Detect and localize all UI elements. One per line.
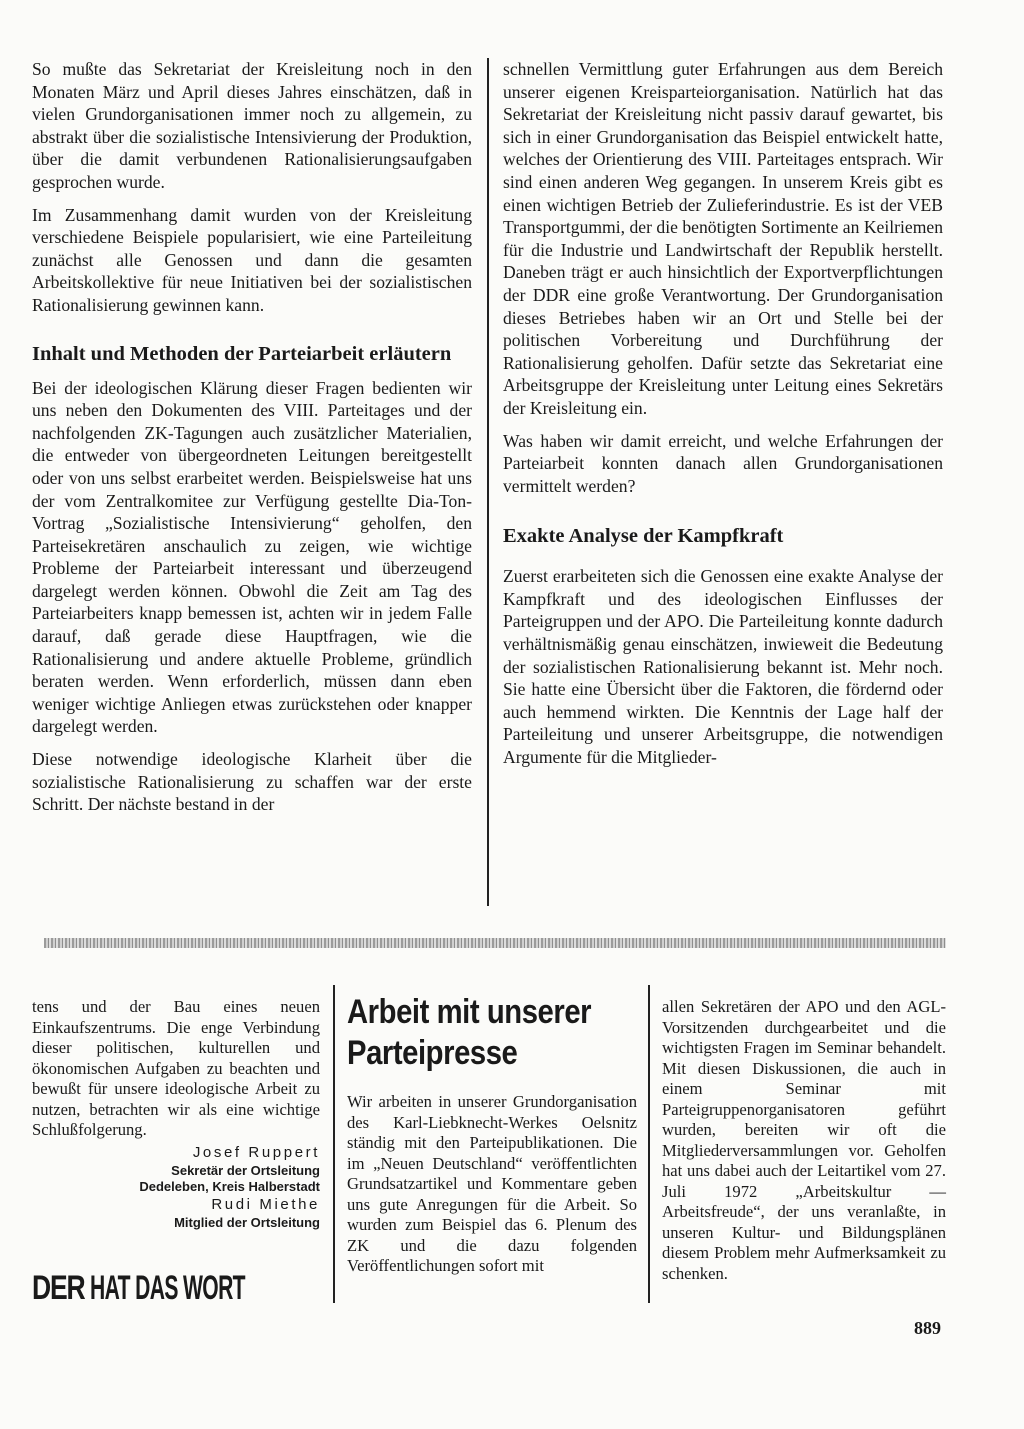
signature-block xyxy=(32,1143,320,1231)
left-column xyxy=(32,58,472,826)
bottom-right-column xyxy=(662,997,946,1284)
logo-hat-das-wort: HAT DAS WORT xyxy=(90,1268,245,1307)
der-leser-hat-das-wort-logo xyxy=(32,1266,317,1310)
paragraph: Zuerst erarbeiteten sich die Genossen eine exakte Analyse der Kampfkraft und des ideologischen Einflusses der Parteigruppen und der APO. Die Parteileitung konnte dadurch verhältnismäßig genau einschätzen, inwieweit die Bedeutung der sozialistischen Rationalisierung bekannt ist. Mehr noch. Sie hatte eine Übersicht über die Faktoren, die fördernd oder auch hemmend wirkten. Die Kenntnis der Lage half der Parteileitung und unserer Arbeitsgruppe, die notwendigen Argumente für die Mitglieder- xyxy=(503,566,943,768)
paragraph: Diese notwendige ideologische Klarheit über die sozialistische Rationalisierung zu schaffen war der erste Schritt. Der nächste bestand in der xyxy=(32,749,472,815)
article-title: Arbeit mit unserer xyxy=(347,993,592,1031)
page-number: 889 xyxy=(914,1318,941,1338)
article-title: Parteipresse xyxy=(347,1034,518,1072)
section-divider xyxy=(44,938,946,948)
author-name: Rudi Miethe xyxy=(211,1195,320,1213)
paragraph: tens und der Bau eines neuen Einkaufszentrums. Die enge Verbindung dieser politischen, kulturellen und ökonomischen Aufgaben zu beachten und bewußt für unsere ideologische Arbeit zu nutzen, betrachten wir als eine wichtige Schlußfolgerung. xyxy=(32,997,320,1139)
logo-der: DER xyxy=(32,1268,85,1307)
author-place: Dedeleben, Kreis Halberstadt xyxy=(139,1178,320,1194)
paragraph: Bei der ideologischen Klärung dieser Fragen bedienten wir uns neben den Dokumenten des VIII. Parteitages und der nachfolgenden ZK-Tagungen auch zusätzlicher Materialien, die entweder von übergeordneten Leitungen bereitgestellt oder von uns selbst erarbeitet werden. Beispielsweise hat uns der vom Zentralkomitee zur Verfügung gestellte Dia-Ton-Vortrag „Sozialistische Intensivierung“ geholfen, den Parteisekretären anschaulich zu zeigen, wie wichtige Probleme der Parteiarbeit interessant und überzeugend dargelegt werden können. Obwohl die Zeit am Tag des Parteiarbeiters knapp bemessen ist, achten wir in jedem Falle darauf, daß gerade diese Hauptfragen, wie die Rationalisierung und andere aktuelle Probleme, gründlich beraten werden. Wenn erforderlich, müssen dann eben weniger wichtige Anliegen etwas zurückstehen oder knapper dargelegt werden. xyxy=(32,377,472,737)
paragraph: allen Sekretären der APO und den AGL-Vorsitzenden durchgearbeitet und die wichtigsten Fragen im Seminar behandelt. Mit diesen Diskussionen, die auch in einem Seminar mit Parteigruppenorganisatoren geführt wurden, bereiten wir oft die Mitgliederversammlungen vor. Geholfen hat uns dabei auch der Leitartikel vom 27. Juli 1972 „Arbeitskultur — Arbeitsfreude“, der uns veranlaßte, in unseren Kultur- und Bildungsplänen diesem Problem mehr Aufmerksamkeit zu schenken. xyxy=(662,997,946,1283)
bottom-left-column xyxy=(32,997,320,1231)
paragraph: schnellen Vermittlung guter Erfahrungen aus dem Bereich unserer eigenen Kreisparteiorganisation. Natürlich hat das Sekretariat der Kreisleitung nicht passiv darauf gewartet, bis sich in einer Grundorganisation das Beispiel entwickelt hatte, welches der Orientierung des VIII. Parteitages entsprach. Wir sind einen anderen Weg gegangen. In unserem Kreis gibt es einen wichtigen Betrieb der Zulieferindustrie. Es ist der VEB Transportgummi, der die benötigten Sortimente an Keilriemen für die Industrie und Landwirtschaft der Republik herstellt. Daneben trägt er auch hinsichtlich der Exportverpflichtungen der DDR eine große Verantwortung. Der Grundorganisation dieses Betriebes haben wir an Ort und Stelle bei der politischen Vorbereitung und Durchführung der Rationalisierung geholfen. Dafür setzte das Sekretariat eine Arbeitsgruppe der Kreisleitung unter Leitung eines Sekretärs der Kreisleitung ein. xyxy=(503,59,943,418)
paragraph: Im Zusammenhang damit wurden von der Kreisleitung verschiedene Beispiele popularisiert, wie eine Parteileitung zunächst alle Genossen und dann die gesamten Arbeitskollektive für neue Initiativen bei der sozialistischen Rationalisierung gewinnen kann. xyxy=(32,204,472,315)
section-heading: Inhalt und Methoden der Parteiarbeit erläutern xyxy=(32,342,452,365)
column-rule xyxy=(487,58,489,906)
column-rule xyxy=(333,985,335,1303)
paragraph: Wir arbeiten in unserer Grundorganisation des Karl-Liebknecht-Werkes Oelsnitz ständig mit den Parteipublikationen. Die im „Neuen Deutschland“ veröffentlichten Grundsatzartikel und Kommentare geben uns gute Anregungen für die Arbeit. So wurden zum Beispiel das 6. Plenum des ZK und die dazu folgenden Veröffentlichungen sofort mit xyxy=(347,1092,637,1275)
paragraph: So mußte das Sekretariat der Kreisleitung noch in den Monaten März und April dieses Jahres einschätzen, daß in vielen Grundorganisationen immer noch zu allgemein, zu abstrakt über die sozialistische Intensivierung der Produktion, über die damit verbundenen Rationalisierungsaufgaben gesprochen wurde. xyxy=(32,59,472,192)
paragraph: Was haben wir damit erreicht, und welche Erfahrungen der Parteiarbeit konnten danach allen Grundorganisationen vermittelt werden? xyxy=(503,430,943,496)
author-role: Sekretär der Ortsleitung xyxy=(171,1162,320,1178)
right-column xyxy=(503,58,943,779)
author-name: Josef Ruppert xyxy=(192,1143,320,1161)
column-rule xyxy=(648,985,650,1303)
bottom-middle-column xyxy=(347,992,637,1277)
author-role: Mitglied der Ortsleitung xyxy=(174,1214,320,1230)
section-heading: Exakte Analyse der Kampfkraft xyxy=(503,525,784,548)
